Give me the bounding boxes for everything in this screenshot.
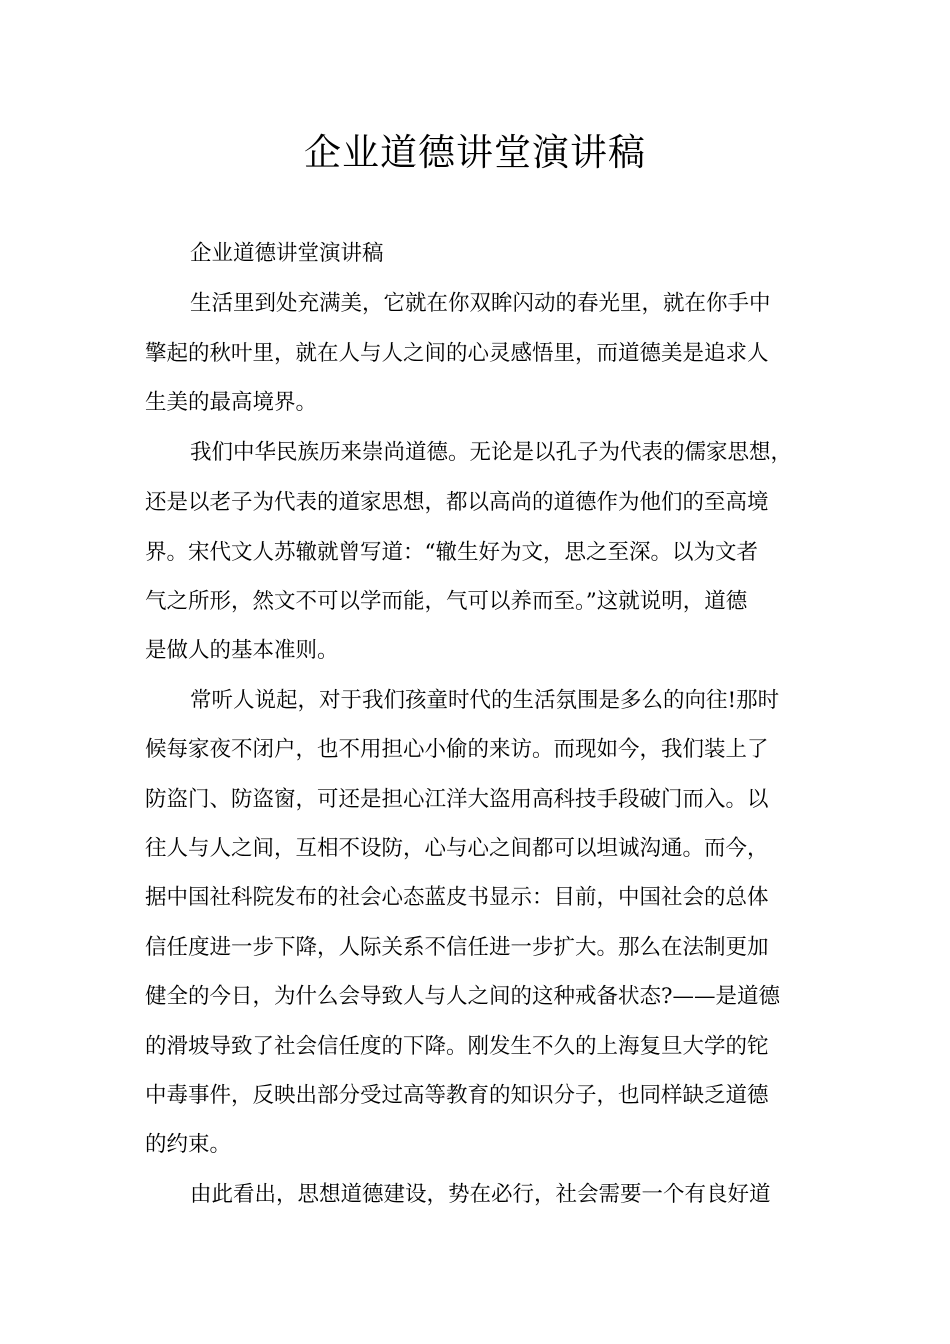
document-title: 企业道德讲堂演讲稿 bbox=[304, 131, 646, 174]
paragraph-line: 生美的最高境界。 bbox=[145, 390, 318, 415]
paragraph-line: 气之所形，然文不可以学而能，气可以养而至。”这就说明，道德 bbox=[145, 589, 748, 614]
paragraph-line: 防盗门、防盗窗，可还是担心江洋大盗用高科技手段破门而入。以 bbox=[145, 787, 769, 812]
paragraph-line: 擎起的秋叶里，就在人与人之间的心灵感悟里，而道德美是追求人 bbox=[145, 341, 769, 366]
paragraph-line: 据中国社科院发布的社会心态蓝皮书显示：目前，中国社会的总体 bbox=[145, 885, 769, 910]
paragraph-line: 的约束。 bbox=[145, 1132, 232, 1157]
paragraph-line: 由此看出，思想道德建设，势在必行，社会需要一个有良好道 bbox=[190, 1182, 771, 1207]
paragraph-line: 我们中华民族历来崇尚道德。无论是以孔子为代表的儒家思想， bbox=[190, 440, 793, 465]
subtitle-line: 企业道德讲堂演讲稿 bbox=[190, 241, 384, 266]
paragraph-line: 是做人的基本准则。 bbox=[145, 638, 339, 663]
paragraph-line: 界。宋代文人苏辙就曾写道：“辙生好为文，思之至深。以为文者 bbox=[145, 540, 758, 565]
paragraph-line: 中毒事件，反映出部分受过高等教育的知识分子，也同样缺乏道德 bbox=[145, 1083, 769, 1108]
paragraph-line: 的滑坡导致了社会信任度的下降。刚发生不久的上海复旦大学的铊 bbox=[145, 1034, 769, 1059]
paragraph-line: 信任度进一步下降，人际关系不信任进一步扩大。那么在法制更加 bbox=[145, 935, 769, 960]
paragraph-line: 还是以老子为代表的道家思想，都以高尚的道德作为他们的至高境 bbox=[145, 490, 769, 515]
paragraph-line: 健全的今日，为什么会导致人与人之间的这种戒备状态?——是道德 bbox=[145, 984, 781, 1009]
paragraph-line: 候每家夜不闭户，也不用担心小偷的来访。而现如今，我们装上了 bbox=[145, 737, 769, 762]
paragraph-line: 往人与人之间，互相不设防，心与心之间都可以坦诚沟通。而今， bbox=[145, 836, 769, 861]
paragraph-line: 常听人说起，对于我们孩童时代的生活氛围是多么的向往!那时 bbox=[190, 688, 780, 713]
paragraph-line: 生活里到处充满美，它就在你双眸闪动的春光里，就在你手中 bbox=[190, 291, 771, 316]
